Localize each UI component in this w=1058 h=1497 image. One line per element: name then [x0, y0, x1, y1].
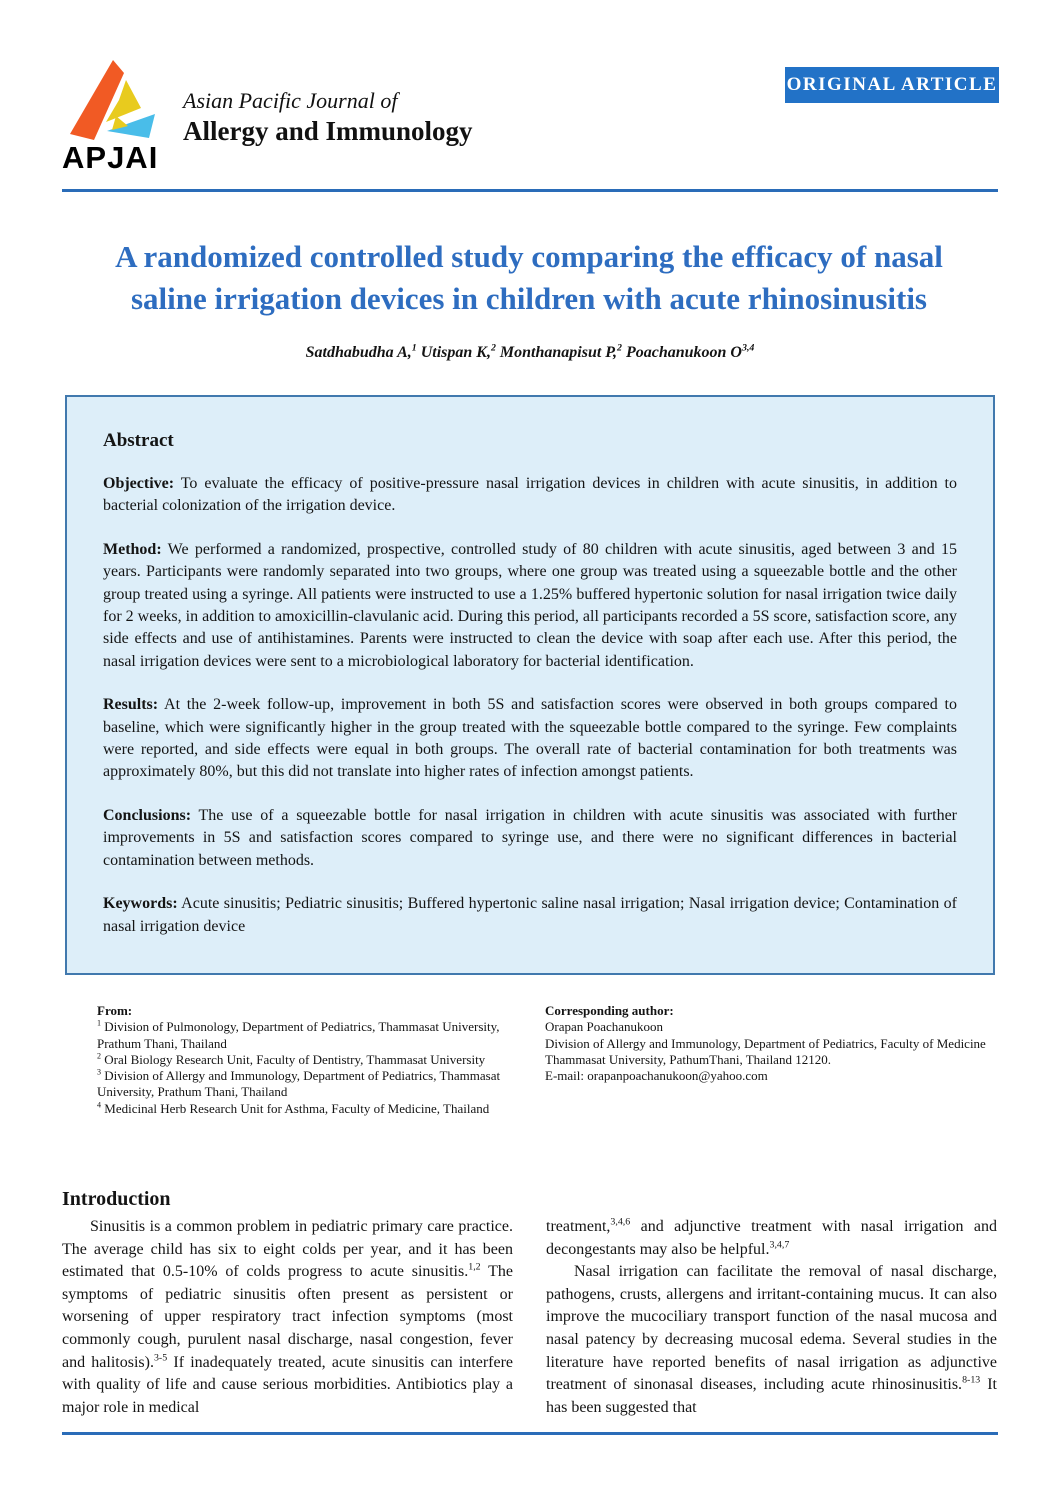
abstract-conclusions-text: The use of a squeezable bottle for nasal irrigation in children with acute sinusitis was associated with further improvements in 5S and satisfaction scores compared to syringe use, and there were no significant differences in bacterial contamination between methods. [103, 806, 957, 869]
affiliation-text: Oral Biology Research Unit, Faculty of Dentistry, Thammasat University [101, 1051, 486, 1067]
abstract-results-text: At the 2-week follow-up, improvement in both 5S and satisfaction scores were observed in both groups compared to baseline, which were significantly higher in the group treated with the squeezable bottle compared to the syringe. Few complaints were reported, and side effects were equal in both groups. The overall rate of bacterial contamination for both treatments was approximately 80%, but this did not translate into higher rates of infection amongst patients. [103, 696, 957, 781]
abstract-keywords-text: Acute sinusitis; Pediatric sinusitis; Buffered hypertonic saline nasal irrigation; Nasal irrigation device; Contamination of nasal irrigation device [103, 895, 957, 935]
affiliation-item [97, 1052, 527, 1068]
abstract-method-label: Method: [103, 540, 162, 558]
affiliations-block [97, 1003, 527, 1117]
abstract-objective-label: Objective: [103, 475, 175, 492]
footer-divider [62, 1432, 998, 1435]
journal-name [183, 88, 473, 147]
affiliation-text: Medicinal Herb Research Unit for Asthma, Faculty of Medicine, Thailand [101, 1100, 490, 1116]
apjai-logo-icon [62, 56, 162, 144]
abstract-keywords-label: Keywords: [103, 895, 178, 913]
corresponding-address: Thammasat University, PathumThani, Thailand 12120. [545, 1051, 831, 1067]
affiliation-item [97, 1019, 527, 1052]
corresponding-affiliation: Division of Allergy and Immunology, Department of Pediatrics, Faculty of Medicine [545, 1035, 986, 1051]
abstract-keywords [103, 893, 957, 938]
article-title-line2: saline irrigation devices in children with acute rhinosinusitis [130, 281, 927, 316]
affiliation-text: Division of Pulmonology, Department of Pediatrics, Thammasat University, Prathum Thani, Thailand [97, 1019, 500, 1051]
abstract-box [65, 395, 995, 975]
affiliation-sup: 4 [97, 1100, 102, 1110]
header-divider [62, 189, 998, 192]
abstract-results-label: Results: [103, 696, 159, 714]
abstract-heading: Abstract [103, 430, 174, 451]
affiliation-sup: 3 [97, 1067, 102, 1077]
affiliations-heading: From: [97, 1003, 133, 1018]
abstract-conclusions [103, 805, 957, 872]
abstract-results [103, 694, 957, 784]
authors-line: Satdhabudha A,$^1$ Utispan K,$^2$ Monthanapisut P,$^2$ Poachanukoon O$^{3,4}$ [305, 342, 755, 361]
introduction-paragraph: Sinusitis is a common problem in pediatric primary care practice. The average child has six to eight colds per year, and it has been estimated that 0.5-10% of colds progress to acute sinusitis.$^{1,2}$ The symptoms of pediatric sinusitis often present as persistent or worsening of upper respiratory tract infection symptoms (most commonly cough, purulent nasal discharge, nasal congestion, fever and halitosis).$^{3-5}$ If inadequately treated, acute sinusitis can interfere with quality of life and cause serious morbidities. Antibiotics play a major role in medical [62, 1218, 513, 1416]
logo-acronym: APJAI [62, 140, 159, 175]
affiliation-item [97, 1068, 527, 1101]
article-type-badge [785, 67, 999, 103]
introduction-paragraph: Nasal irrigation can facilitate the removal of nasal discharge, pathogens, crusts, allergens and irritant-containing mucus. It can also improve the mucociliary transport function of the nasal mucosa and nasal patency by decreasing mucosal edema. Several studies in the literature have reported benefits of nasal irrigation as adjunctive treatment of sinonasal diseases, including acute rhinosinusitis.$^{8-13}$ It has been suggested that [546, 1263, 997, 1416]
introduction-right-column [546, 1216, 997, 1419]
journal-logo [62, 56, 182, 176]
journal-name-line2: Allergy and Immunology [183, 116, 473, 146]
abstract-objective [103, 473, 957, 518]
article-title-line1: A randomized controlled study comparing the efficacy of nasal [115, 239, 943, 274]
corresponding-author-block [545, 1003, 1005, 1084]
affiliation-sup: 2 [97, 1051, 102, 1061]
introduction-paragraph: treatment,$^{3,4,6}$ and adjunctive treatment with nasal irrigation and decongestants may also be helpful.$^{3,4,7}$ [546, 1216, 997, 1258]
introduction-left-column [62, 1216, 513, 1419]
journal-name-line1: Asian Pacific Journal of [183, 88, 398, 113]
introduction-section [62, 1188, 998, 1419]
introduction-columns [62, 1216, 998, 1419]
abstract-objective-text: To evaluate the efficacy of positive-pressure nasal irrigation devices in children with acute sinusitis, in addition to bacterial colonization of the irrigation device. [103, 475, 957, 515]
affiliation-sup: 1 [97, 1018, 102, 1028]
corresponding-email[interactable]: E-mail: orapanpoachanukoon@yahoo.com [545, 1068, 768, 1084]
article-title [40, 236, 1018, 320]
corresponding-name: Orapan Poachanukoon [545, 1019, 664, 1035]
abstract-method-text: We performed a randomized, prospective, controlled study of 80 children with acute sinusitis, aged between 3 and 15 years. Participants were randomly separated into two groups, where one group was treated using a squeezable bottle and the other group treated using a syringe. All patients were instructed to use a 1.25% buffered hypertonic solution for nasal irrigation twice daily for 2 weeks, in addition to amoxicillin-clavulanic acid. During this period, all participants recorded a 5S score, satisfaction score, any side effects and use of antihistamines. Parents were instructed to clean the device with soap after each use. After this period, the nasal irrigation devices were sent to a microbiological laboratory for bacterial identification. [103, 540, 957, 670]
article-type-label: ORIGINAL ARTICLE [786, 74, 998, 95]
abstract-method [103, 539, 957, 673]
affiliation-item [97, 1101, 527, 1117]
abstract-conclusions-label: Conclusions: [103, 806, 192, 824]
affiliation-text: Division of Allergy and Immunology, Department of Pediatrics, Thammasat University, Prathum Thani, Thailand [97, 1068, 501, 1100]
corresponding-heading: Corresponding author: [545, 1003, 674, 1018]
introduction-heading: Introduction [62, 1188, 171, 1210]
